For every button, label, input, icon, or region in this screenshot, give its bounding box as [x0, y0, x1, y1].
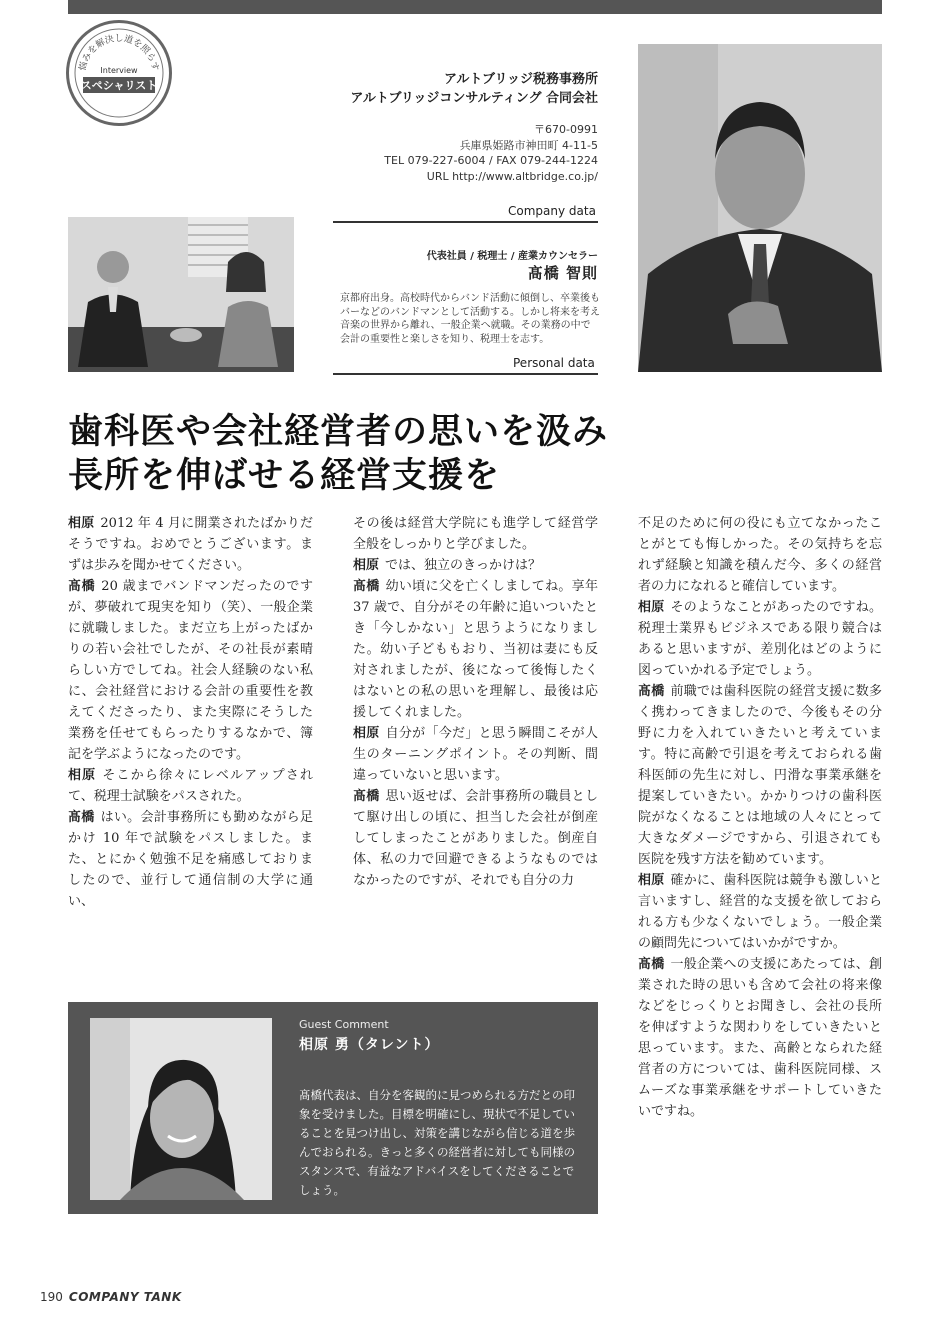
dialogue-text: 幼い頃に父を亡くしましてね。享年 37 歳で、自分がその年齢に追いついたとき「今しかない」と思うようになりました。幼い子どももおり、当初は妻にも反対されましたが、後になって後悔したくはないとの私の思いを理解し、最後は応援してくれました。 — [353, 579, 598, 720]
portrait-photo — [638, 44, 882, 372]
dialogue-paragraph — [353, 786, 598, 891]
dialogue-paragraph — [68, 576, 313, 765]
magazine-brand: COMPANY TANK — [68, 1290, 182, 1304]
guest-comment-box — [68, 1002, 598, 1214]
dialogue-text: 前職では歯科医院の経営支援に数多く携わってきましたので、今後もその分野に力を入れていきたいと考えています。特に高齢で引退を考えておられる歯科医師の先生に対し、円滑な事業承継を提案していきたい。かかりつけの歯科医院がなくなることは地域の人々にとって大きなダメージですから、引退されても医院を残す方法を勧めています。 — [638, 684, 882, 867]
company-tel-fax: TEL 079-227-6004 / FAX 079-244-1224 — [384, 154, 598, 167]
speaker-label: 相原 — [353, 558, 380, 573]
page-footer — [40, 1290, 182, 1304]
company-address-block — [300, 122, 598, 184]
interview-column-1 — [68, 513, 313, 912]
company-name-consulting: アルトブリッジコンサルティング 合同会社 — [350, 91, 598, 106]
dialogue-text: 20 歳までバンドマンだったのですが、夢破れて現実を知り（笑）、一般企業に就職しました。まだ立ち上がったばかりの若い会社でしたが、その社長が素晴らしい方でしてね。社会人経験のない私に、会社経営における会計の重要性を教えてくださったり、また実際にそうした業務を任せてもらったりするなかで、簿記を学ぶようになったのです。 — [68, 579, 313, 762]
dialogue-paragraph — [68, 807, 313, 912]
person-bio: 京都府出身。高校時代からバンド活動に傾倒し、卒業後もバーなどのバンドマンとして活動する。しかし将来を考え音楽の世界から離れ、一般企業へ就職。その業務の中で会計の重要性と楽しさを知り、税理士を志す。 — [340, 293, 600, 345]
guest-comment-label: Guest Comment — [299, 1018, 389, 1031]
dialogue-paragraph — [353, 555, 598, 576]
badge-graphic — [69, 23, 169, 123]
dialogue-paragraph — [638, 954, 882, 1122]
personal-data-label: Personal data — [513, 356, 595, 370]
speaker-label: 相原 — [68, 516, 95, 531]
handshake-photo — [68, 217, 294, 372]
dialogue-paragraph — [68, 513, 313, 576]
dialogue-text: 2012 年 4 月に開業されたばかりだそうですね。おめでとうございます。まずは歩みを聞かせてください。 — [68, 516, 313, 573]
company-postal: 〒670-0991 — [534, 123, 598, 136]
speaker-label: 相原 — [353, 726, 380, 741]
guest-comment-text: 髙橋代表は、自分を客観的に見つめられる方だとの印象を受けました。目標を明確にし、現状で不足していることを見つけ出し、対策を講じながら信じる道を歩んでおられる。きっと多くの経営者に対しても同様のスタンスで、有益なアドバイスをしてくださることでしょう。 — [299, 1088, 575, 1197]
interview-column-2 — [353, 513, 598, 891]
badge-interview-text: Interview — [100, 66, 138, 75]
company-url: URL http://www.altbridge.co.jp/ — [426, 169, 598, 183]
speaker-label: 髙橋 — [353, 789, 380, 804]
dialogue-paragraph — [353, 513, 598, 555]
badge-arc-text: 悩みを解決し道を照らす — [78, 34, 160, 72]
dialogue-paragraph — [638, 513, 882, 597]
headline-line-1: 歯科医や会社経営者の思いを汲み — [68, 411, 609, 452]
person-name: 髙橋 智則 — [527, 264, 598, 282]
guest-photo — [90, 1018, 272, 1200]
interview-badge — [66, 20, 172, 126]
guest-photo-graphic — [90, 1018, 272, 1200]
dialogue-text: その後は経営大学院にも進学して経営学全般をしっかりと学びました。 — [353, 516, 598, 552]
company-data-label: Company data — [508, 204, 596, 218]
portrait-photo-graphic — [638, 44, 882, 372]
speaker-label: 相原 — [638, 873, 665, 888]
dialogue-text: 思い返せば、会計事務所の職員として駆け出しの頃に、担当した会社が倒産してしまったことがありました。倒産自体、私の力で回避できるようなものではなかったのですが、それでも自分の力 — [353, 789, 598, 888]
dialogue-paragraph — [638, 870, 882, 954]
dialogue-paragraph — [353, 576, 598, 723]
top-bar — [68, 0, 882, 14]
dialogue-text: そこから徐々にレベルアップされて、税理士試験をパスされた。 — [68, 768, 313, 804]
company-data-rule — [333, 221, 598, 223]
dialogue-paragraph — [353, 723, 598, 786]
headline-line-2: 長所を伸ばせる経営支援を — [68, 455, 501, 496]
person-title: 代表社員 / 税理士 / 産業カウンセラー — [426, 251, 598, 262]
article-headline — [68, 410, 628, 498]
speaker-label: 相原 — [68, 768, 97, 783]
badge-specialist-text: スペシャリスト — [80, 79, 158, 92]
handshake-photo-graphic — [68, 217, 294, 372]
speaker-label: 相原 — [638, 600, 665, 615]
speaker-label: 髙橋 — [68, 579, 96, 594]
dialogue-text: 確かに、歯科医院は競争も激しいと言いますし、経営的な支援を欲しておられる方も少なくないでしょう。一般企業の顧問先についてはいかがですか。 — [638, 873, 882, 951]
speaker-label: 髙橋 — [638, 957, 665, 972]
dialogue-text: では、独立のきっかけは？ — [385, 558, 542, 573]
speaker-label: 髙橋 — [353, 579, 380, 594]
interview-column-3 — [638, 513, 882, 1122]
dialogue-text: 自分が「今だ」と思う瞬間こそが人生のターニングポイント。その判断、間違っていないと思います。 — [353, 726, 598, 783]
dialogue-paragraph — [68, 765, 313, 807]
dialogue-text: 不足のために何の役にも立てなかったことがとても悔しかった。その気持ちを忘れず経験と知識を積んだ今、多くの経営者の力になれると確信しています。 — [638, 516, 882, 594]
company-name-tax-office: アルトブリッジ税務事務所 — [443, 72, 598, 87]
page-number: 190 — [40, 1290, 63, 1304]
company-address: 兵庫県姫路市神田町 4-11-5 — [459, 138, 598, 152]
dialogue-paragraph — [638, 597, 882, 681]
dialogue-paragraph — [638, 681, 882, 870]
speaker-label: 髙橋 — [638, 684, 665, 699]
dialogue-text: 一般企業への支援にあたっては、創業された時の思いも含めて会社の将来像などをじっくりとお聞きし、会社の長所を伸ばすような関わりをしていきたいと思っています。また、高齢となられた経営者の方については、歯科医院同様、スムーズな事業承継をサポートしていきたいですね。 — [638, 957, 882, 1119]
speaker-label: 髙橋 — [68, 810, 95, 825]
dialogue-text: そのようなことがあったのですね。税理士業界もビジネスである限り競合はあると思いますが、差別化はどのように図っていかれる予定でしょう。 — [638, 600, 882, 678]
guest-name: 相原 勇（タレント） — [299, 1037, 440, 1053]
personal-data-rule — [333, 373, 598, 375]
company-info — [300, 70, 598, 184]
dialogue-text: はい。会計事務所にも勤めながら足かけ 10 年で試験をパスしました。また、とにかく勉強不足を痛感しておりましたので、並行して通信制の大学に通い、 — [68, 810, 313, 909]
